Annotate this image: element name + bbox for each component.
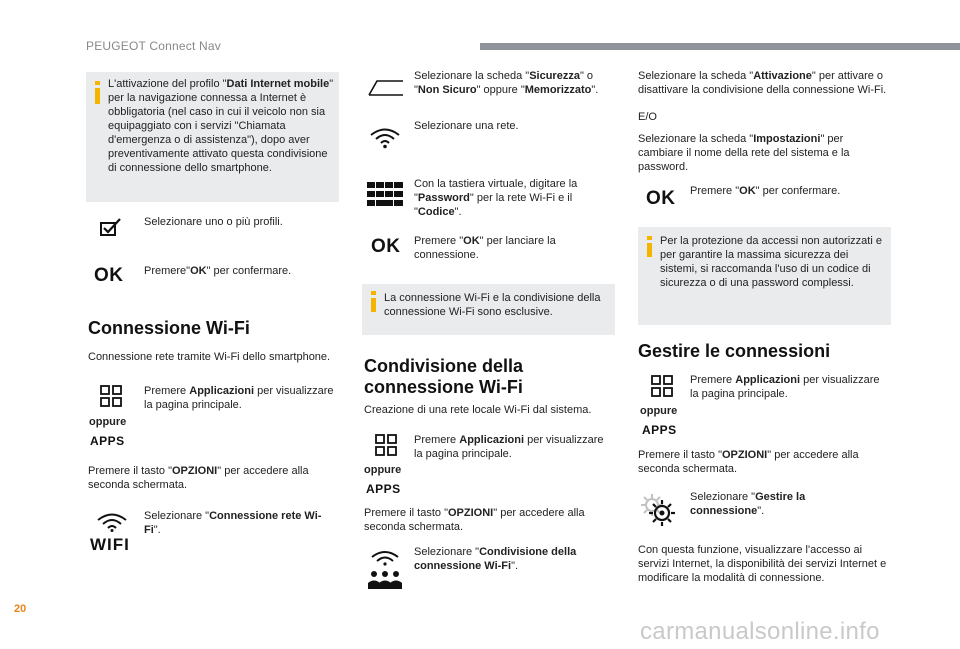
eo-text: E/O xyxy=(638,111,657,123)
opzioni-text: Premere il tasto "OPZIONI" per accedere alla seconda schermata. xyxy=(638,449,859,475)
keyboard-password-text: Con la tastiera virtuale, digitare la "Password" per la rete Wi-Fi e il "Codice". xyxy=(414,178,578,218)
header-title: PEUGEOT Connect Nav xyxy=(86,39,221,53)
select-profiles-text: Selezionare uno o più profili. xyxy=(144,216,283,228)
oppure-label: oppure xyxy=(89,416,127,428)
condivisione-select-text: Selezionare "Condivisione della connessione Wi-Fi". xyxy=(414,546,577,572)
apps-grid-icon xyxy=(100,385,122,407)
apps-text: Premere Applicazioni per visualizzare la pagina principale. xyxy=(414,434,604,460)
heading-connessione-wifi: Connessione Wi-Fi xyxy=(88,318,250,338)
info-text-exclusive: La connessione Wi-Fi e la condivisione della connessione Wi-Fi sono esclusive. xyxy=(384,292,601,318)
ok-icon: OK xyxy=(371,236,401,257)
info-text-mobile-data: L'attivazione del profilo "Dati Internet mobile" per la navigazione connessa a Internet è obbligatoria (nel caso in cui il veicolo non sia equipaggiato con i servizi "Chiamata d'emergenza o di assistenza"), dopo aver preventivamente attivato questa condivisione di connessione dello smartphone. xyxy=(108,78,334,174)
apps-text: Premere Applicazioni per visualizzare la pagina principale. xyxy=(690,374,880,400)
info-box-security xyxy=(638,227,891,325)
ok-confirm-text: Premere "OK" per confermare. xyxy=(690,185,841,197)
impostazioni-text: Selezionare la scheda "Impostazioni" per cambiare il nome della rete del sistema e la password. xyxy=(638,133,850,173)
gestire-connessione-text: Selezionare "Gestire la connessione". xyxy=(690,491,806,517)
final-description-text: Con questa funzione, visualizzare l'accesso ai servizi Internet, la disponibilità dei servizi Internet e modificare la modalità di connessione. xyxy=(638,544,887,584)
info-icon xyxy=(647,243,652,257)
page-number: 20 xyxy=(14,603,27,615)
select-network-text: Selezionare una rete. xyxy=(414,120,519,132)
attivazione-text: Selezionare la scheda "Attivazione" per attivare o disattivare la condivisione della connessione Wi-Fi. xyxy=(638,70,887,96)
apps-grid-icon xyxy=(375,434,397,456)
opzioni-text: Premere il tasto "OPZIONI" per accedere alla seconda schermata. xyxy=(88,465,309,491)
condivisione-intro-text: Creazione di una rete locale Wi-Fi dal sistema. xyxy=(364,404,592,416)
header-bar xyxy=(480,43,960,50)
keyboard-icon xyxy=(366,181,404,207)
confirm-text: Premere"OK" per confermare. xyxy=(144,265,292,277)
wifi-label-icon: WIFI xyxy=(90,535,130,554)
apps-button-icon: APPS xyxy=(642,423,677,437)
heading-gestire-connessioni: Gestire le connessioni xyxy=(638,341,831,361)
wifi-icon xyxy=(95,512,129,532)
oppure-label: oppure xyxy=(640,405,678,417)
apps-grid-icon xyxy=(651,375,673,397)
checkbox-icon xyxy=(100,218,122,236)
apps-text: Premere Applicazioni per visualizzare la pagina principale. xyxy=(144,385,334,411)
info-icon xyxy=(95,88,100,104)
info-box-exclusive xyxy=(362,284,615,335)
wifi-sharing-icon xyxy=(366,549,404,591)
connessione-rete-text: Selezionare "Connessione rete Wi-Fi". xyxy=(144,510,322,536)
gear-icon xyxy=(640,493,676,527)
tab-icon xyxy=(368,80,404,96)
apps-button-icon: APPS xyxy=(90,434,125,448)
info-text-security: Per la protezione da accessi non autorizzati e per garantire la massima sicurezza dei sistemi, si raccomanda l'uso di un codice di sicurezza o di una password complessi. xyxy=(660,235,882,289)
ok-icon: OK xyxy=(646,188,676,209)
wifi-intro-text: Connessione rete tramite Wi-Fi dello smartphone. xyxy=(88,351,331,363)
opzioni-text: Premere il tasto "OPZIONI" per accedere alla seconda schermata. xyxy=(364,507,585,533)
heading-condivisione-wifi: Condivisione della connessione Wi-Fi xyxy=(364,356,524,397)
sicurezza-text: Selezionare la scheda "Sicurezza" o "Non Sicuro" oppure "Memorizzato". xyxy=(414,70,599,96)
ok-icon: OK xyxy=(94,265,124,286)
apps-button-icon: APPS xyxy=(366,482,401,496)
wifi-signal-icon xyxy=(368,127,402,149)
info-box-mobile-data xyxy=(86,72,339,202)
info-icon xyxy=(371,298,376,312)
ok-launch-text: Premere "OK" per lanciare la connessione. xyxy=(414,235,556,261)
watermark: carmanualsonline.info xyxy=(640,618,880,645)
oppure-label: oppure xyxy=(364,464,402,476)
